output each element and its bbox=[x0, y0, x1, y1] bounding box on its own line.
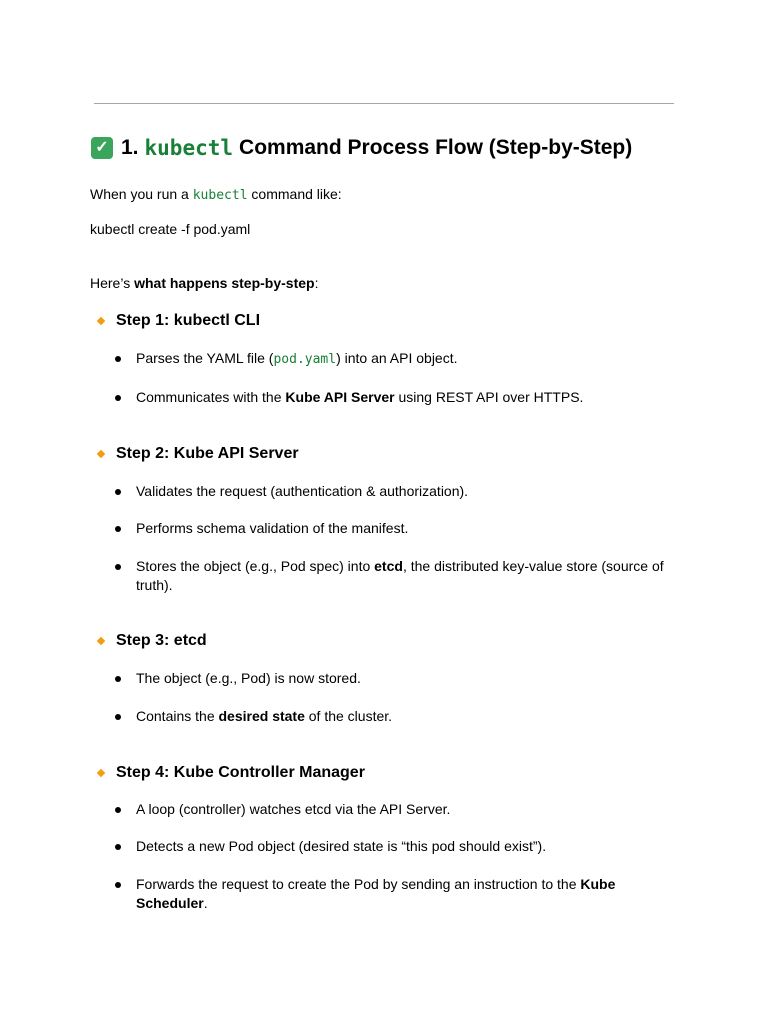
step4-heading bbox=[96, 764, 365, 782]
horizontal-rule bbox=[94, 103, 674, 104]
step1-b1-code: pod.yaml bbox=[273, 352, 337, 367]
step3-title: Step 3: etcd bbox=[116, 632, 207, 649]
step3-heading bbox=[96, 632, 207, 650]
step4-b3-after: . bbox=[203, 895, 208, 911]
steps-intro bbox=[90, 275, 318, 291]
diamond-bullet-icon bbox=[97, 450, 105, 458]
intro-text-after: command like: bbox=[251, 186, 342, 202]
diamond-bullet-icon bbox=[97, 637, 105, 645]
step4-b3-bold: Kube Scheduler bbox=[136, 876, 616, 911]
list-item bbox=[136, 669, 666, 688]
step1-title: Step 1: kubectl CLI bbox=[116, 312, 261, 329]
list-item bbox=[136, 482, 666, 501]
step2-b3-after: , the distributed key-value store (source of truth). bbox=[136, 558, 664, 593]
step1-b2-after: using REST API over HTTPS. bbox=[398, 389, 584, 405]
steps-intro-after: : bbox=[314, 275, 319, 291]
bullet-icon bbox=[115, 489, 121, 495]
step2-b2: Performs schema validation of the manifest. bbox=[136, 520, 409, 536]
step4-title: Step 4: Kube Controller Manager bbox=[116, 764, 365, 781]
intro-code: kubectl bbox=[192, 188, 248, 203]
list-item bbox=[136, 875, 666, 913]
bullet-icon bbox=[115, 807, 121, 813]
bullet-icon bbox=[115, 844, 121, 850]
step3-b2-after: of the cluster. bbox=[308, 708, 393, 724]
list-item bbox=[136, 837, 666, 856]
list-item bbox=[136, 349, 666, 369]
step2-b1: Validates the request (authentication & authorization). bbox=[136, 483, 469, 499]
step3-b1: The object (e.g., Pod) is now stored. bbox=[136, 670, 361, 686]
steps-intro-before: Here’s bbox=[90, 275, 131, 291]
step2-b3-bold: etcd bbox=[374, 558, 403, 574]
step4-b3-before: Forwards the request to create the Pod by sending an instruction to the bbox=[136, 876, 577, 892]
bullet-icon bbox=[115, 564, 121, 570]
bullet-icon bbox=[115, 526, 121, 532]
step1-b2-before: Communicates with the bbox=[136, 389, 282, 405]
title-code: kubectl bbox=[144, 136, 234, 160]
title-prefix: 1. bbox=[121, 136, 139, 159]
bullet-icon bbox=[115, 882, 121, 888]
steps-intro-bold: what happens step-by-step bbox=[134, 275, 315, 291]
intro-text-before: When you run a bbox=[90, 186, 189, 202]
check-mark-icon: ✓ bbox=[91, 137, 113, 159]
step2-heading bbox=[96, 445, 299, 463]
title-suffix: Command Process Flow (Step-by-Step) bbox=[239, 136, 633, 159]
bullet-icon bbox=[115, 395, 121, 401]
step1-heading bbox=[96, 312, 260, 330]
step1-b1-before: Parses the YAML file ( bbox=[136, 350, 274, 366]
list-item bbox=[136, 557, 666, 595]
diamond-bullet-icon bbox=[97, 317, 105, 325]
list-item bbox=[136, 800, 666, 819]
intro-paragraph bbox=[90, 186, 342, 203]
step3-b2-before: Contains the bbox=[136, 708, 215, 724]
list-item bbox=[136, 388, 666, 407]
bullet-icon bbox=[115, 356, 121, 362]
step2-b3-before: Stores the object (e.g., Pod spec) into bbox=[136, 558, 371, 574]
step1-b1-after: ) into an API object. bbox=[336, 350, 458, 366]
page-title bbox=[91, 136, 632, 160]
step1-b2-bold: Kube API Server bbox=[285, 389, 395, 405]
list-item bbox=[136, 519, 666, 538]
diamond-bullet-icon bbox=[97, 769, 105, 777]
step2-title: Step 2: Kube API Server bbox=[116, 445, 299, 462]
list-item bbox=[136, 707, 666, 726]
bullet-icon bbox=[115, 714, 121, 720]
command-example: kubectl create -f pod.yaml bbox=[90, 221, 251, 237]
step4-b1: A loop (controller) watches etcd via the API Server. bbox=[136, 801, 451, 817]
bullet-icon bbox=[115, 676, 121, 682]
step4-b2: Detects a new Pod object (desired state is “this pod should exist”). bbox=[136, 838, 547, 854]
step3-b2-bold: desired state bbox=[218, 708, 305, 724]
